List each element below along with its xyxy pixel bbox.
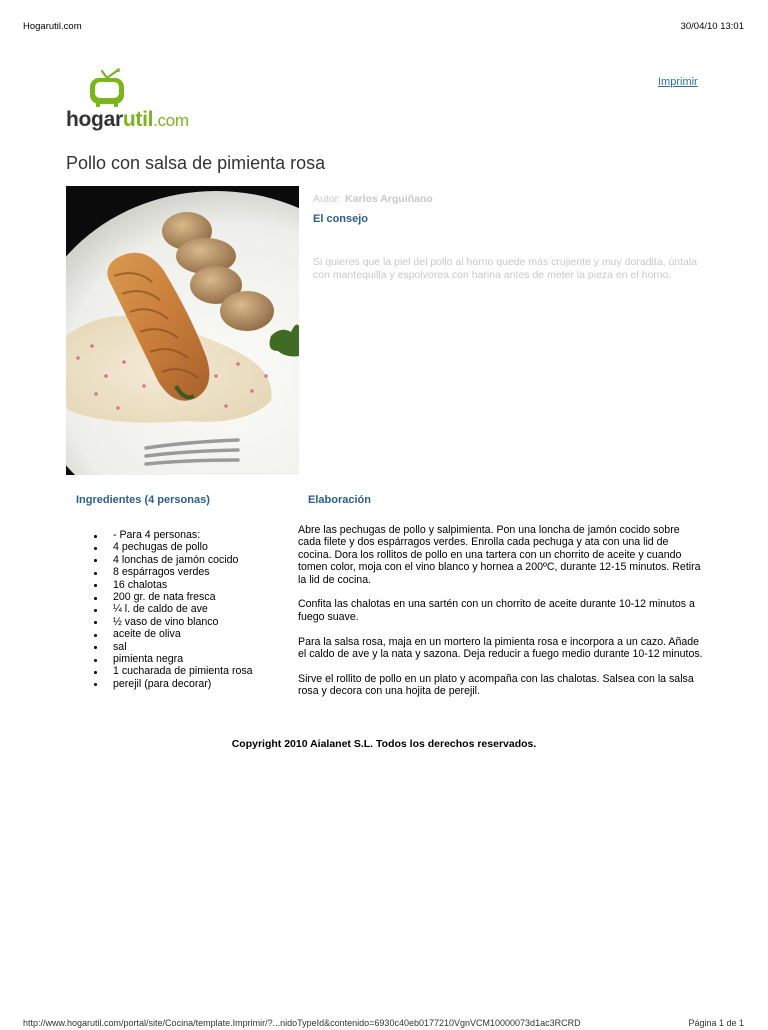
elaboration-step: Confita las chalotas en una sartén con un chorrito de aceite durante 10-12 minutos a fuego suave. — [298, 598, 695, 623]
elaboration-steps — [298, 524, 703, 710]
print-header-site: Hogarutil.com — [23, 21, 82, 32]
print-footer — [23, 1018, 744, 1030]
logo-text-hogar: hogar — [66, 108, 123, 131]
ingredient-item: aceite de oliva — [92, 628, 253, 640]
print-footer-page: Página 1 de 1 — [688, 1018, 744, 1028]
elaboration-step: Para la salsa rosa, maja en un mortero la pimienta rosa e incorpora a un cazo. Añade el caldo de ave y la nata y sazona. Deja reducir a fuego medio durante 10-12 minutos. — [298, 635, 703, 661]
ingredient-item: 16 chalotas — [92, 579, 253, 591]
ingredient-item: 8 espárragos verdes — [92, 566, 253, 578]
print-footer-url: http://www.hogarutil.com/portal/site/Cocina/template.Imprimir/?...nidoTypeId&contenido=6930c40eb0177210VgnVCM10000073d1ac3RCRD — [23, 1018, 581, 1028]
ingredient-item: 200 gr. de nata fresca — [92, 591, 253, 603]
ingredient-item: sal — [92, 641, 253, 653]
elaboration-heading: Elaboración — [308, 494, 371, 506]
copyright-notice: Copyright 2010 Aialanet S.L. Todos los derechos reservados. — [231, 738, 537, 750]
ingredients-list — [92, 529, 253, 690]
ingredient-item: 4 lonchas de jamón cocido — [92, 554, 253, 566]
ingredient-item: - Para 4 personas: — [92, 529, 253, 541]
ingredient-item: perejil (para decorar) — [92, 678, 253, 690]
hogarutil-logo — [66, 64, 206, 134]
ingredient-item: 4 pechugas de pollo — [92, 541, 253, 553]
tip-heading: El consejo — [313, 213, 369, 225]
ingredient-item: 1 cucharada de pimienta rosa — [92, 665, 253, 677]
ingredients-heading: Ingredientes (4 personas) — [76, 494, 210, 506]
ingredient-item: pimienta negra — [92, 653, 253, 665]
elaboration-step: Abre las pechugas de pollo y salpimienta. Pon una loncha de jamón cocido sobre cada filete y dos espárragos verdes. Enrolla cada pechuga y ata con una lid de cocina. Dora los rollitos de pollo en una tartera con un chorrito de aceite y cuando tomen color, moja con el vino blanco y hornea a 200ºC, durante 12-15 minutos. Retira la lid de cocina. — [298, 524, 701, 586]
logo-wordmark — [66, 108, 189, 132]
author-name: Karlos Arguiñano — [345, 193, 433, 205]
ingredient-item: ¼ l. de caldo de ave — [92, 603, 253, 615]
author-label: Autor: — [313, 193, 342, 205]
print-header-datetime: 30/04/10 13:01 — [680, 21, 744, 32]
recipe-photo — [66, 186, 299, 475]
tv-logo-icon — [88, 68, 126, 108]
print-header — [23, 21, 744, 35]
recipe-author — [313, 193, 433, 205]
dish-illustration — [66, 186, 299, 475]
logo-text-util: util — [122, 108, 154, 131]
ingredient-item: ½ vaso de vino blanco — [92, 616, 253, 628]
elaboration-step: Sirve el rollito de pollo en un plato y acompaña con las chalotas. Salsea con la salsa rosa y decora con una hojita de perejil. — [298, 672, 694, 698]
tip-text: Si quieres que la piel del pollo al horno quede más crujiente y muy doradita, úntala con mantequilla y espolvorea con harina antes de meter la pieza en el horno. — [313, 256, 698, 281]
recipe-title: Pollo con salsa de pimienta rosa — [66, 153, 326, 173]
logo-text-com: .com — [153, 111, 189, 130]
print-link[interactable]: Imprimir — [658, 76, 698, 88]
